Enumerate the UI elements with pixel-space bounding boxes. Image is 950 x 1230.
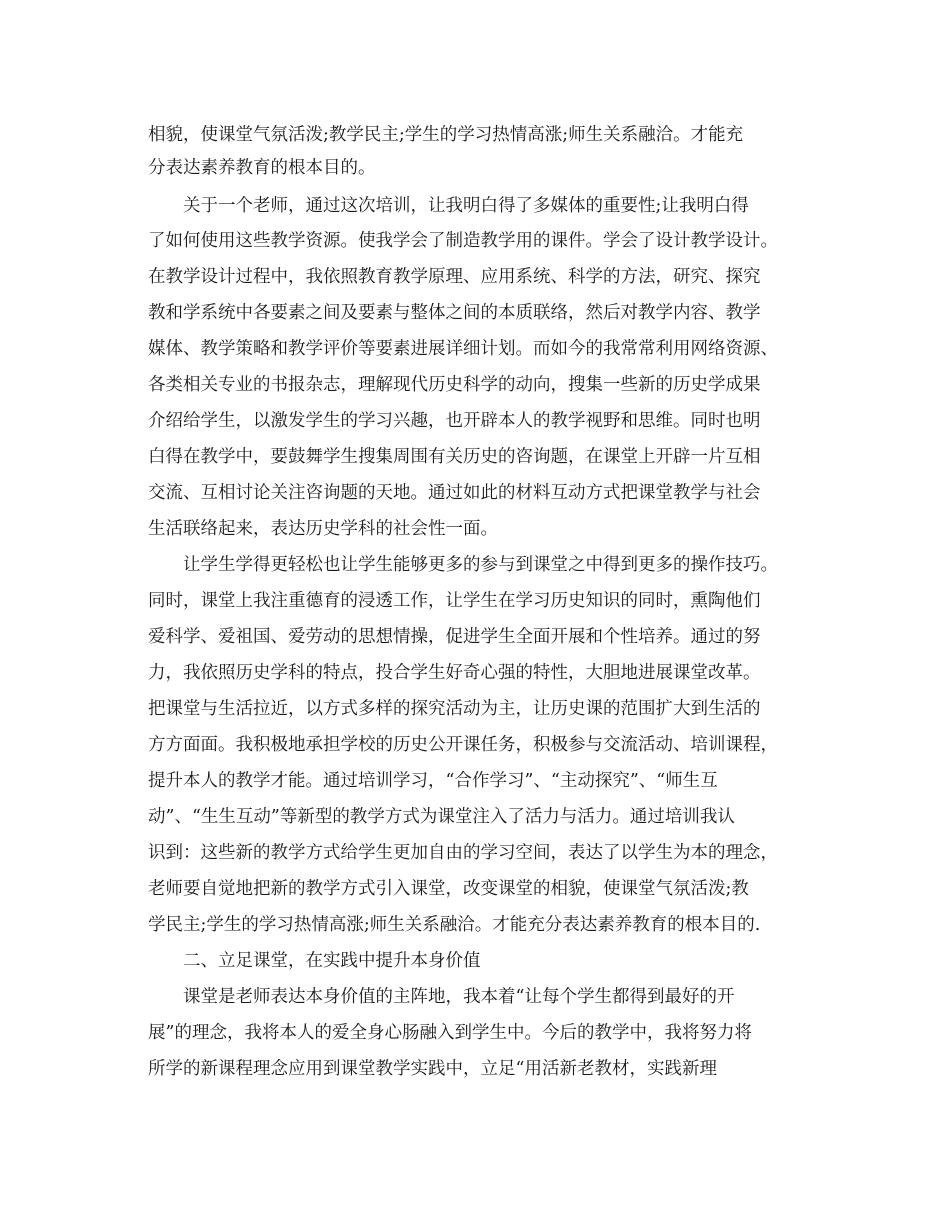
text-line: 学民主;学生的学习热情高涨;师生关系融洽。才能充分表达素养教育的根本目的. (148, 915, 761, 935)
text-line: 所学的新课程理念应用到课堂教学实践中，立足“用活新老教材，实践新理 (148, 1059, 717, 1079)
text-line: 提升本人的教学才能。通过培训学习，“合作学习”、“主动探究”、“师生互 (148, 771, 718, 791)
text-line: 在教学设计过程中，我依照教育教学原理、应用系统、科学的方法，研究、探究 (148, 267, 761, 287)
text-line: 爱科学、爱祖国、爱劳动的思想情操，促进学生全面开展和个性培养。通过的努 (148, 627, 761, 647)
text-line: 动”、“生生互动”等新型的教学方式为课堂注入了活力与活力。通过培训我认 (148, 807, 735, 827)
text-line: 把课堂与生活拉近，以方式多样的探究活动为主，让历史课的范围扩大到生活的 (148, 699, 761, 719)
text-line: 各类相关专业的书报杂志，理解现代历史科学的动向，搜集一些新的历史学成果 (148, 375, 761, 395)
text-line: 教和学系统中各要素之间及要素与整体之间的本质联络，然后对教学内容、教学 (148, 303, 761, 323)
text-line: 白得在教学中，要鼓舞学生搜集周围有关历史的咨询题，在课堂上开辟一片互相 (148, 447, 761, 467)
text-line: 介绍给学生，以激发学生的学习兴趣，也开辟本人的教学视野和思维。同时也明 (148, 411, 761, 431)
text-line: 同时，课堂上我注重德育的浸透工作，让学生在学习历史知识的同时，熏陶他们 (148, 591, 761, 611)
text-line: 老师要自觉地把新的教学方式引入课堂，改变课堂的相貌，使课堂气氛活泼;教 (148, 879, 749, 899)
text-line: 方方面面。我积极地承担学校的历史公开课任务，积极参与交流活动、培训课程， (148, 735, 778, 755)
section-heading: 二、立足课堂，在实践中提升本身价值 (148, 951, 481, 971)
text-line: 分表达素养教育的根本目的。 (148, 158, 376, 178)
text-line: 课堂是老师表达本身价值的主阵地，我本着“让每个学生都得到最好的开 (148, 987, 735, 1007)
text-line: 相貌，使课堂气氛活泼;教学民主;学生的学习热情高涨;师生关系融洽。才能充 (148, 125, 744, 145)
text-line: 交流、互相讨论关注咨询题的天地。通过如此的材料互动方式把课堂教学与社会 (148, 483, 761, 503)
text-line: 让学生学得更轻松也让学生能够更多的参与到课堂之中得到更多的操作技巧。 (148, 555, 778, 575)
text-line: 展”的理念，我将本人的爱全身心肠融入到学生中。今后的教学中，我将努力将 (148, 1023, 752, 1043)
text-line: 识到：这些新的教学方式给学生更加自由的学习空间，表达了以学生为本的理念， (148, 843, 778, 863)
text-line: 了如何使用这些教学资源。使我学会了制造教学用的课件。学会了设计教学设计。 (148, 231, 778, 251)
text-line: 关于一个老师，通过这次培训，让我明白得了多媒体的重要性;让我明白得 (148, 196, 749, 216)
text-line: 生活联络起来，表达历史学科的社会性一面。 (148, 519, 498, 539)
text-line: 力，我依照历史学科的特点，投合学生好奇心强的特性，大胆地进展课堂改革。 (148, 663, 761, 683)
text-line: 媒体、教学策略和教学评价等要素进展详细计划。而如今的我常常利用网络资源、 (148, 339, 778, 359)
